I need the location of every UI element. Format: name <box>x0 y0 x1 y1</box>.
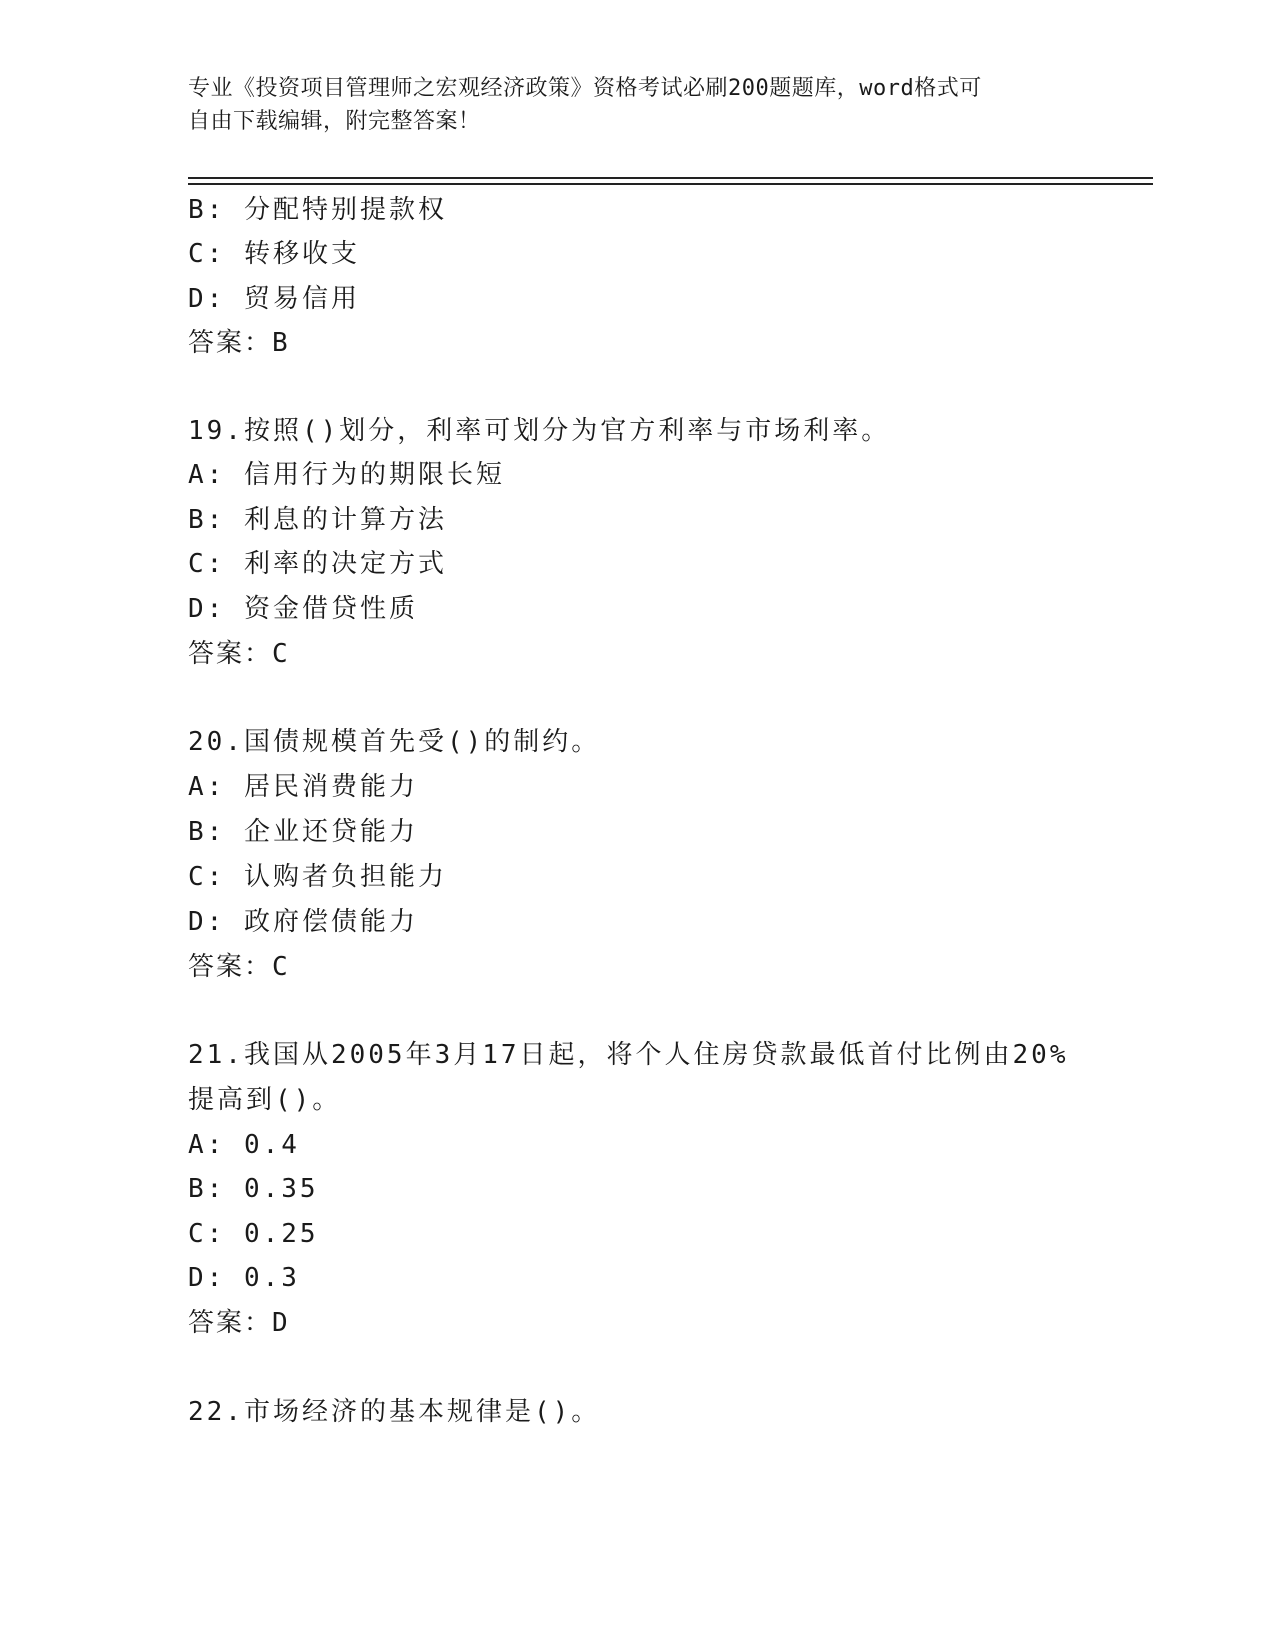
q18-option-d: D: 贸易信用 <box>188 284 360 314</box>
q19-stem: 19.按照()划分，利率可划分为官方利率与市场利率。 <box>188 416 891 446</box>
q19-option-a: A: 信用行为的期限长短 <box>188 460 505 490</box>
q21-stem-line-1: 21.我国从2005年3月17日起，将个人住房贷款最低首付比例由20% <box>188 1040 1069 1070</box>
q20-option-b: B: 企业还贷能力 <box>188 817 418 847</box>
q21-stem-line-2: 提高到()。 <box>188 1085 342 1115</box>
q20-stem: 20.国债规模首先受()的制约。 <box>188 727 601 757</box>
q20-option-a: A: 居民消费能力 <box>188 772 418 802</box>
q21-option-b: B: 0.35 <box>188 1174 319 1204</box>
header-title-line-1: 专业《投资项目管理师之宏观经济政策》资格考试必刷200题题库，word格式可 <box>188 76 982 101</box>
q18-option-c: C: 转移收支 <box>188 239 360 269</box>
q21-option-a: A: 0.4 <box>188 1130 300 1160</box>
header-title-line-2: 自由下载编辑，附完整答案！ <box>188 109 481 134</box>
header-divider-bottom <box>188 183 1153 185</box>
q20-option-c: C: 认购者负担能力 <box>188 862 447 892</box>
q22-stem: 22.市场经济的基本规律是()。 <box>188 1397 601 1427</box>
q21-option-d: D: 0.3 <box>188 1263 300 1293</box>
q19-option-c: C: 利率的决定方式 <box>188 549 447 579</box>
document-header <box>188 72 1068 138</box>
q18-answer: 答案：B <box>188 328 290 358</box>
q19-option-b: B: 利息的计算方法 <box>188 505 447 535</box>
q19-option-d: D: 资金借贷性质 <box>188 594 418 624</box>
q20-answer: 答案：C <box>188 952 290 982</box>
q18-option-b: B: 分配特别提款权 <box>188 195 447 225</box>
q19-answer: 答案：C <box>188 639 290 669</box>
header-divider-top <box>188 177 1153 179</box>
q20-option-d: D: 政府偿债能力 <box>188 907 418 937</box>
q21-answer: 答案：D <box>188 1308 290 1338</box>
q21-option-c: C: 0.25 <box>188 1219 319 1249</box>
